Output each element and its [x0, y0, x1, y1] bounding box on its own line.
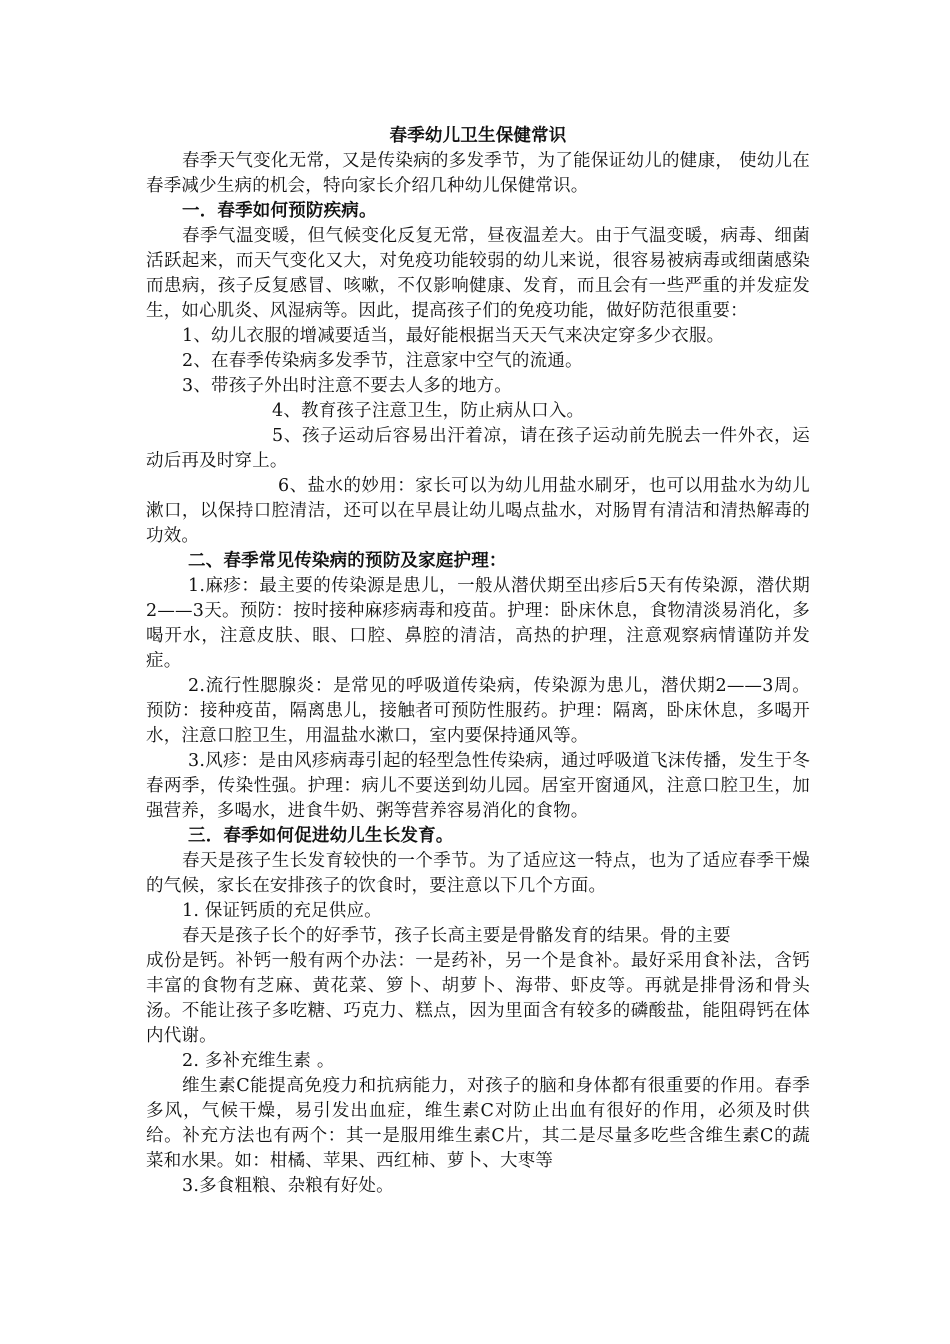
section-1-item-4: 4、教育孩子注意卫生，防止病从口入。 — [272, 401, 585, 421]
section-3-sub-1-title: 1. 保证钙质的充足供应。 — [182, 901, 382, 921]
intro-paragraph: 春季天气变化无常，又是传染病的多发季节，为了能保证幼儿的健康， 使幼儿在春季减少生病的机会，特向家长介绍几种幼儿保健常识。 — [146, 151, 810, 196]
section-1-paragraph: 春季气温变暖，但气候变化反复无常，昼夜温差大。由于气温变暖，病毒、细菌活跃起来，而天气变化又大，对免疫功能较弱的幼儿来说，很容易被病毒或细菌感染而患病，孩子反复感冒、咳嗽，不仅影响健康、发育，而且会有一些严重的并发症发生，如心肌炎、风湿病等。因此，提高孩子们的免疫功能，做好防范很重要： — [146, 226, 810, 321]
section-1-item-2: 2、在春季传染病多发季节，注意家中空气的流通。 — [182, 351, 583, 371]
section-3-sub-1-text: 成份是钙。补钙一般有两个办法：一是药补，另一个是食补。最好采用食补法，含钙丰富的食物有芝麻、黄花菜、箩卜、胡萝卜、海带、虾皮等。再就是排骨汤和骨头汤。不能让孩子多吃糖、巧克力、糕点，因为里面含有较多的磷酸盐，能阻碍钙在体内代谢。 — [146, 951, 810, 1046]
section-3-sub-3-title: 3.多食粗粮、杂粮有好处。 — [182, 1176, 394, 1196]
section-1-item-3: 3、带孩子外出时注意不要去人多的地方。 — [182, 376, 512, 396]
document-title: 春季幼儿卫生保健常识 — [389, 126, 567, 146]
section-3-sub-2-title: 2. 多补充维生素 。 — [182, 1051, 335, 1071]
section-3-intro: 春天是孩子生长发育较快的一个季节。为了适应这一特点，也为了适应春季干燥的气候，家长在安排孩子的饮食时，要注意以下几个方面。 — [146, 851, 810, 896]
section-3-sub-1-line-1: 春天是孩子长个的好季节，孩子长高主要是骨骼发育的结果。骨的主要 — [182, 926, 731, 946]
section-1-item-1: 1、幼儿衣服的增减要适当，最好能根据当天天气来决定穿多少衣服。 — [182, 326, 725, 346]
section-2-item-2: 2.流行性腮腺炎：是常见的呼吸道传染病，传染源为患儿，潜伏期2——3周。预防：接种疫苗，隔离患儿，接触者可预防性服药。护理：隔离，卧床休息，多喝开水，注意口腔卫生，用温盐水漱口，室内要保持通风等。 — [146, 676, 810, 746]
section-2-item-1: 1.麻疹：最主要的传染源是患儿，一般从潜伏期至出疹后5天有传染源，潜伏期2——3天。预防：按时接种麻疹病毒和疫苗。护理：卧床休息，食物清淡易消化，多喝开水，注意皮肤、眼、口腔、鼻腔的清洁，高热的护理，注意观察病情谨防并发症。 — [146, 576, 810, 671]
section-3-heading: 三．春季如何促进幼儿生长发育。 — [188, 826, 454, 846]
section-2-heading: 二、春季常见传染病的预防及家庭护理： — [188, 551, 507, 571]
section-1-item-6: 6、盐水的妙用：家长可以为幼儿用盐水刷牙，也可以用盐水为幼儿漱口，以保持口腔清洁，还可以在早晨让幼儿喝点盐水，对肠胃有清洁和清热解毒的功效。 — [146, 476, 810, 546]
section-3-sub-2-text: 维生素C能提高免疫力和抗病能力，对孩子的脑和身体都有很重要的作用。春季多风，气候干燥，易引发出血症，维生素C对防止出血有很好的作用，必须及时供给。补充方法也有两个：其一是服用维生素C片，其二是尽量多吃些含维生素C的蔬菜和水果。如：柑橘、苹果、西红柿、萝卜、大枣等 — [146, 1076, 810, 1171]
document-body — [146, 124, 810, 1199]
section-2-item-3: 3.风疹：是由风疹病毒引起的轻型急性传染病，通过呼吸道飞沫传播，发生于冬春两季，传染性强。护理：病儿不要送到幼儿园。居室开窗通风，注意口腔卫生，加强营养，多喝水，进食牛奶、粥等营养容易消化的食物。 — [146, 751, 810, 821]
section-1-heading: 一．春季如何预防疾病。 — [182, 201, 377, 221]
section-1-item-5: 5、孩子运动后容易出汗着凉，请在孩子运动前先脱去一件外衣，运动后再及时穿上。 — [146, 426, 810, 471]
